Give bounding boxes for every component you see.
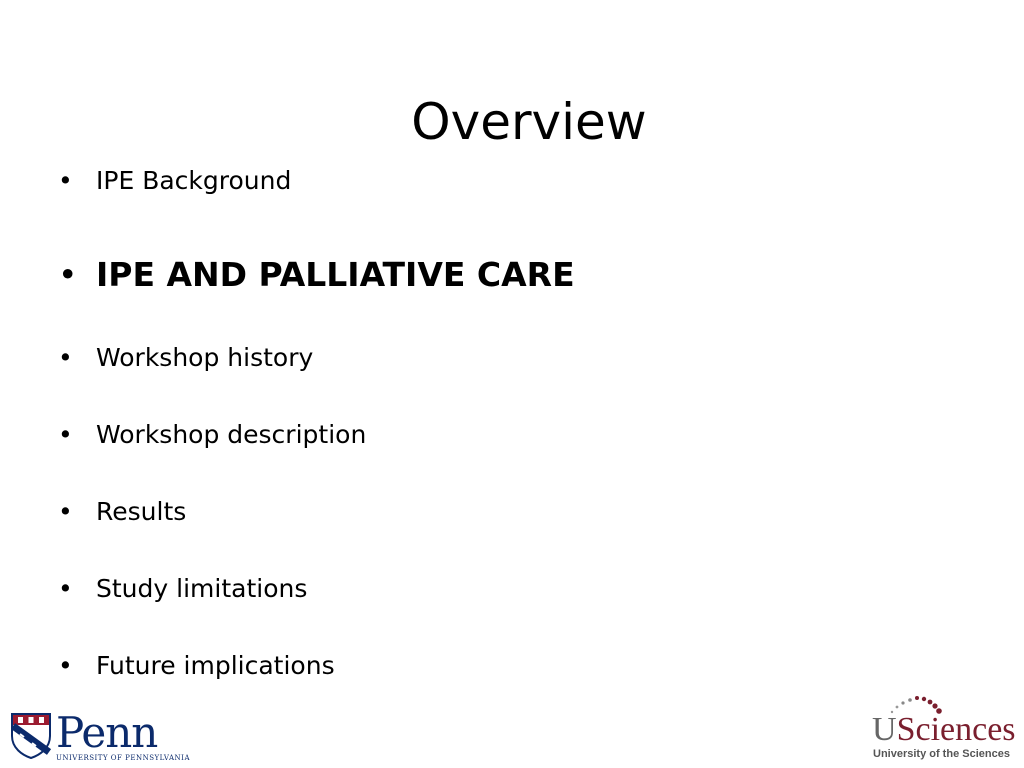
bullet-item [58, 165, 291, 197]
usciences-u: U [872, 711, 897, 748]
bullet-item-emphasized [58, 255, 575, 295]
bullet-icon: • [58, 343, 73, 372]
usciences-word: Sciences [896, 711, 1016, 748]
bullet-item [58, 496, 186, 528]
penn-wordmark [56, 708, 191, 763]
bullet-icon: • [58, 255, 78, 294]
bullet-item [58, 342, 313, 374]
usciences-wordmark [872, 712, 1016, 748]
bullet-icon: • [58, 166, 73, 195]
bullet-icon: • [58, 420, 73, 449]
usciences-logo [872, 694, 1022, 764]
bullet-text: Workshop history [96, 343, 314, 372]
penn-shield-icon [10, 712, 52, 760]
bullet-item [58, 573, 307, 605]
penn-word: Penn [56, 708, 158, 757]
penn-logo [10, 708, 191, 764]
bullet-text: IPE Background [96, 166, 292, 195]
bullet-icon: • [58, 497, 73, 526]
bullet-icon: • [58, 651, 73, 680]
bullet-item [58, 650, 335, 682]
slide-title: Overview [411, 93, 647, 151]
bullet-text: Study limitations [96, 574, 308, 603]
bullet-item [58, 419, 366, 451]
usciences-subtitle: University of the Sciences [873, 748, 1010, 760]
bullet-text: Workshop description [96, 420, 367, 449]
penn-subtitle: UNIVERSITY OF PENNSYLVANIA [56, 754, 191, 762]
bullet-text: Results [96, 497, 187, 526]
bullet-text: IPE AND PALLIATIVE CARE [96, 255, 575, 294]
bullet-icon: • [58, 574, 73, 603]
bullet-text: Future implications [96, 651, 335, 680]
